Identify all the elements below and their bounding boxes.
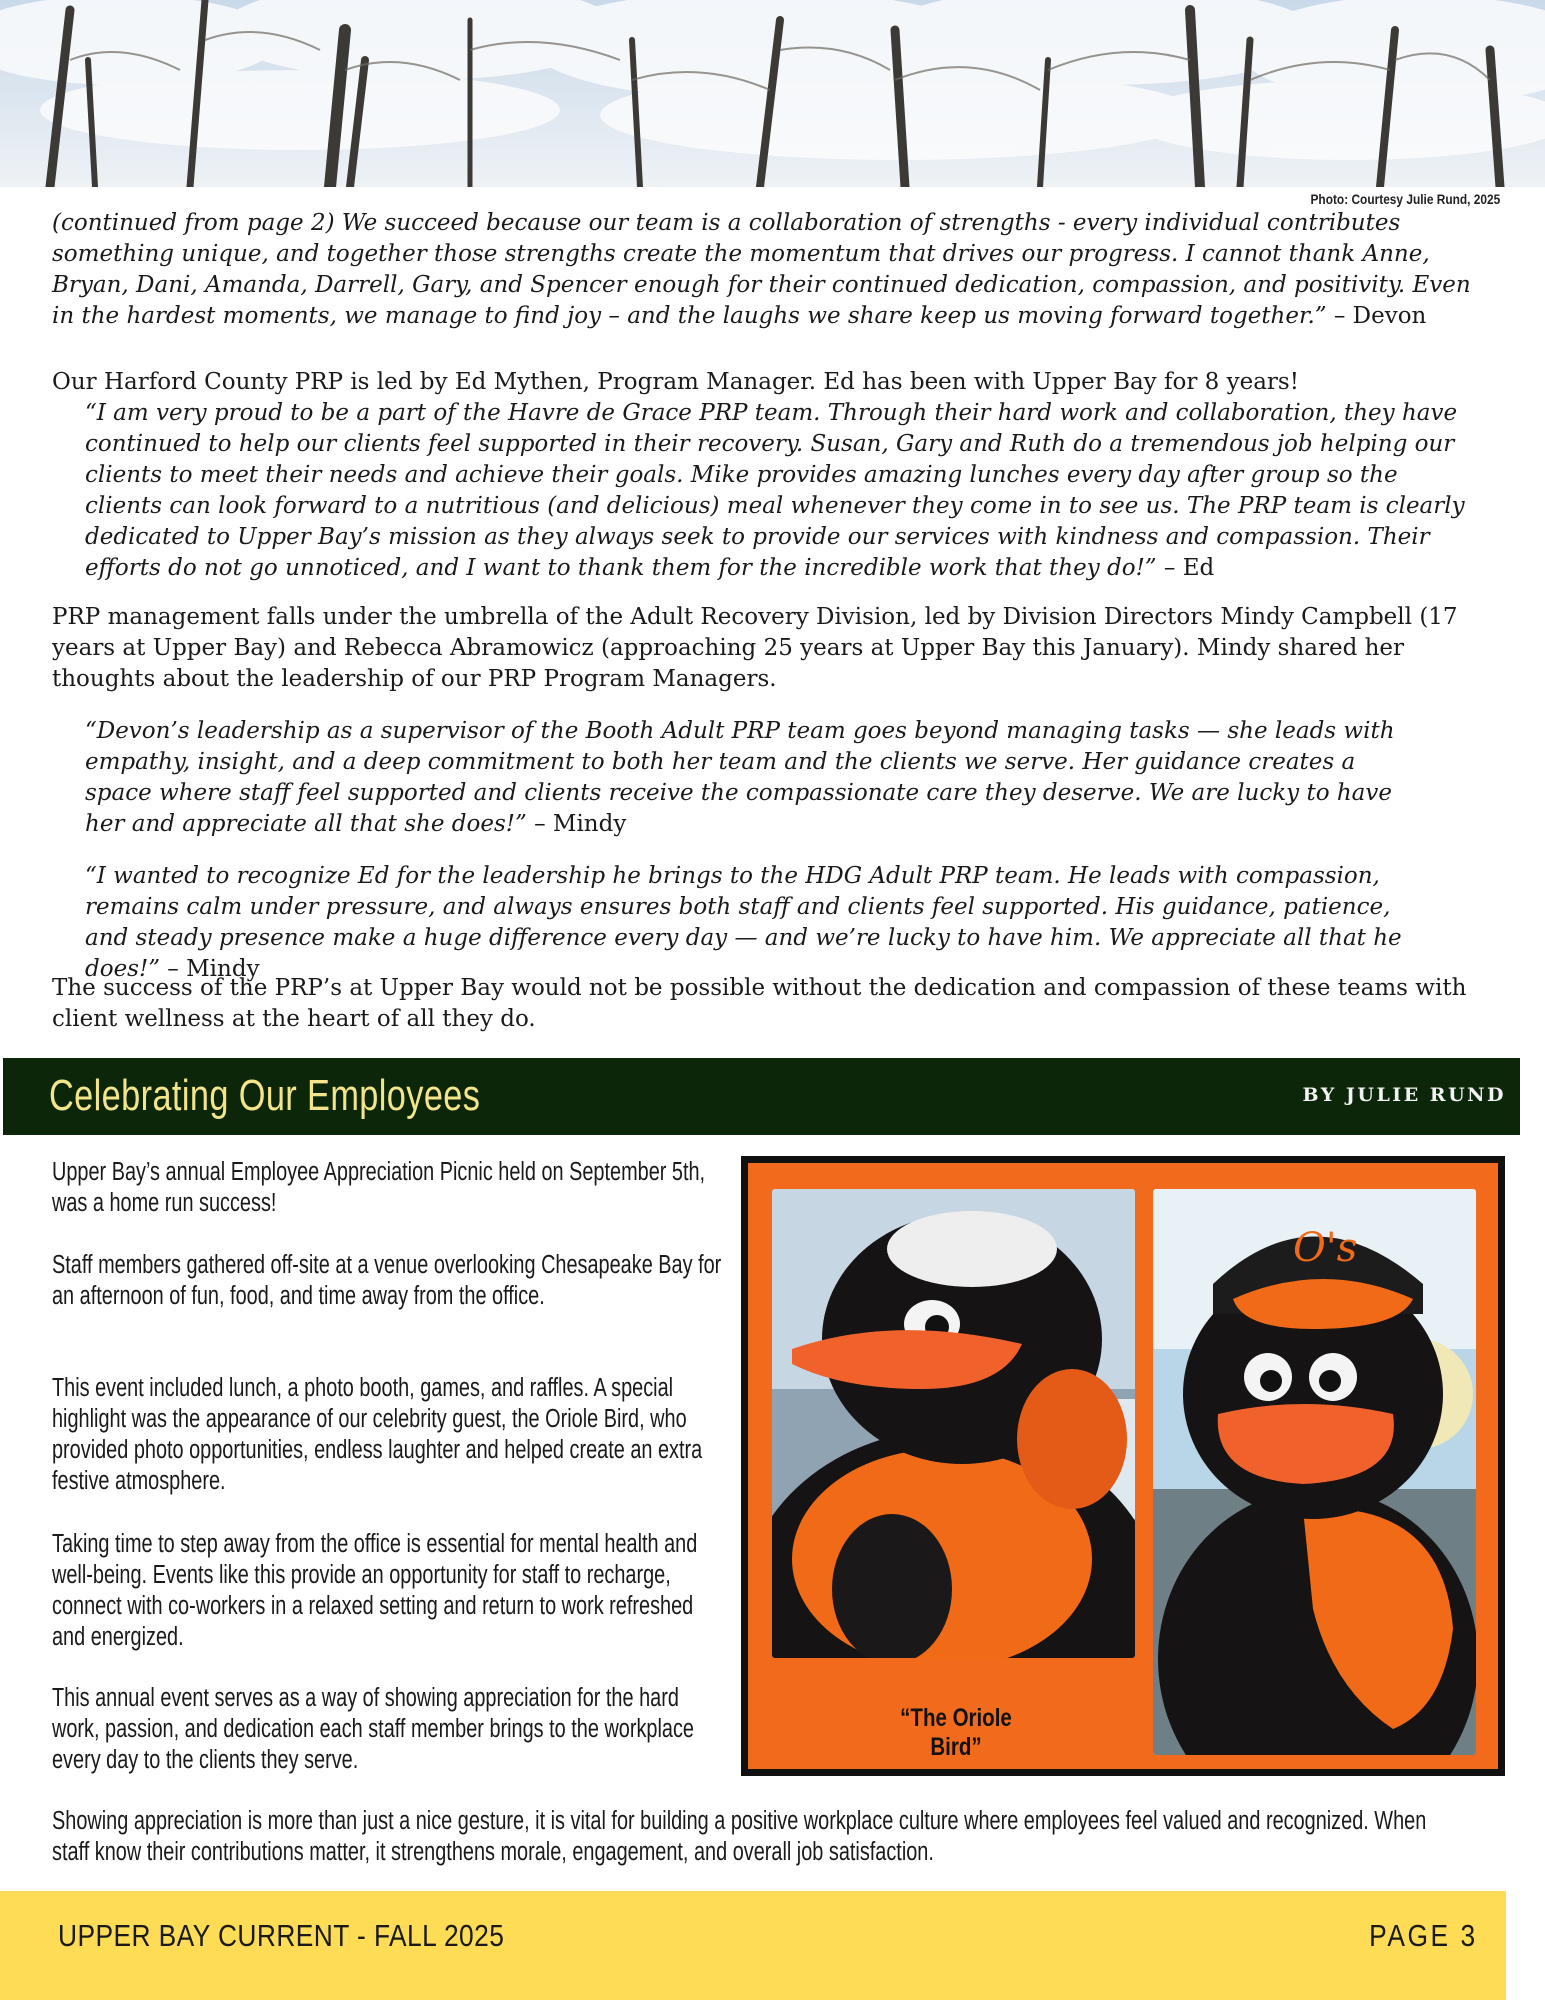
- ed-attribution: – Ed: [1156, 555, 1215, 581]
- oriole-photo-panel: [741, 1156, 1505, 1776]
- page-number: PAGE 3: [1369, 1918, 1478, 1953]
- article-paragraph: Taking time to step away from the office is essential for mental health and well-being. Events like this provide an opportunity for staff to recharge, connect with co-workers in a relaxed setting and return to work refreshed and energized.: [52, 1530, 698, 1651]
- section-byline: BY JULIE RUND: [1302, 1084, 1506, 1106]
- photo-credit: Photo: Courtesy Julie Rund, 2025: [1310, 191, 1500, 207]
- snowy-forest-illustration: [0, 0, 1545, 187]
- harford-intro: Our Harford County PRP is led by Ed Mythen, Program Manager. Ed has been with Upper Bay for 8 years!: [52, 369, 1299, 395]
- mindy-attribution-2: – Mindy: [160, 956, 260, 982]
- devon-quote: (continued from page 2) We succeed because our team is a collaboration of strengths - every individual contributes something unique, and together those strengths create the momentum that drives our progress. I cannot thank Anne, Bryan, Dani, Amanda, Darrell, Gary, and Spencer enough for their continued dedication, compassion, and positivity. Even in the hardest moments, we manage to find joy – and the laughs we share keep us moving forward together.”: [52, 210, 1471, 329]
- header-snow-photo: [0, 0, 1545, 187]
- mindy-attribution-1: – Mindy: [526, 811, 627, 837]
- section-title: Celebrating Our Employees: [49, 1071, 481, 1120]
- orange-photo-frame: [748, 1163, 1498, 1769]
- devon-quote-paragraph: [52, 208, 1497, 332]
- publication-name: UPPER BAY CURRENT - FALL 2025: [58, 1918, 505, 1953]
- mindy-quote-devon: [85, 716, 1415, 840]
- management-paragraph: PRP management falls under the umbrella of the Adult Recovery Division, led by Division Directors Mindy Campbell (17 years at Upper Bay) and Rebecca Abramowicz (approaching 25 years at Upper Bay this January). Mindy shared her thoughts about the leadership of our PRP Program Managers.: [52, 604, 1458, 692]
- ed-quote-paragraph: [85, 398, 1475, 584]
- article-paragraph: Upper Bay’s annual Employee Appreciation Picnic held on September 5th, was a home run success!: [52, 1158, 706, 1217]
- page-footer: [0, 1891, 1506, 2000]
- mindy-quote-ed: [85, 861, 1435, 985]
- ed-quote: “I am very proud to be a part of the Havre de Grace PRP team. Through their hard work and collaboration, they have continued to help our clients feel supported in their recovery. Susan, Gary and Ruth do a tremendous job helping our clients to meet their needs and achieve their goals. Mike provides amazing lunches every day after group so the clients can look forward to a nutritious (and delicious) meal whenever they come in to see us. The PRP team is clearly dedicated to Upper Bay’s mission as they always seek to provide our services with kindness and compassion. Their efforts do not go unnoticed, and I want to thank them for the incredible work that they do!”: [85, 400, 1465, 581]
- devon-attribution: – Devon: [1326, 303, 1427, 329]
- article-paragraph: This event included lunch, a photo booth, games, and raffles. A special highlight was the appearance of our celebrity guest, the Oriole Bird, who provided photo opportunities, endless laughter and helped create an extra festive atmosphere.: [52, 1374, 703, 1495]
- article-paragraph: Staff members gathered off-site at a venue overlooking Chesapeake Bay for an afternoon of fun, food, and time away from the office.: [52, 1251, 722, 1310]
- oriole-bird-photo-right: [1153, 1189, 1476, 1755]
- mindy-quote-2: “I wanted to recognize Ed for the leadership he brings to the HDG Adult PRP team. He leads with compassion, remains calm under pressure, and always ensures both staff and clients feel supported. His guidance, patience, and steady presence make a huge difference every day — and we’re lucky to have him. We appreciate all that he does!”: [85, 863, 1402, 982]
- cap-logo: O's: [1293, 1225, 1358, 1271]
- closing-paragraph: Showing appreciation is more than just a nice gesture, it is vital for building a positive workplace culture where employees feel valued and recognized. When staff know their contributions matter, it strengthens morale, engagement, and overall job satisfaction.: [52, 1807, 1427, 1866]
- section-banner: [3, 1058, 1520, 1135]
- mindy-quote-1: “Devon’s leadership as a supervisor of the Booth Adult PRP team goes beyond managing tasks — she leads with empathy, insight, and a deep commitment to both her team and the clients we serve. Her guidance creates a space where staff feel supported and clients receive the compassionate care they deserve. We are lucky to have her and appreciate all that she does!”: [85, 718, 1395, 837]
- oriole-bird-photo-left: [772, 1189, 1135, 1658]
- article-paragraph: This annual event serves as a way of showing appreciation for the hard work, passion, and dedication each staff member brings to the workplace every day to the clients they serve.: [52, 1684, 694, 1774]
- success-paragraph: The success of the PRP’s at Upper Bay would not be possible without the dedication and compassion of these teams with client wellness at the heart of all they do.: [52, 975, 1467, 1032]
- photo-caption: “The Oriole Bird”: [900, 1704, 1012, 1761]
